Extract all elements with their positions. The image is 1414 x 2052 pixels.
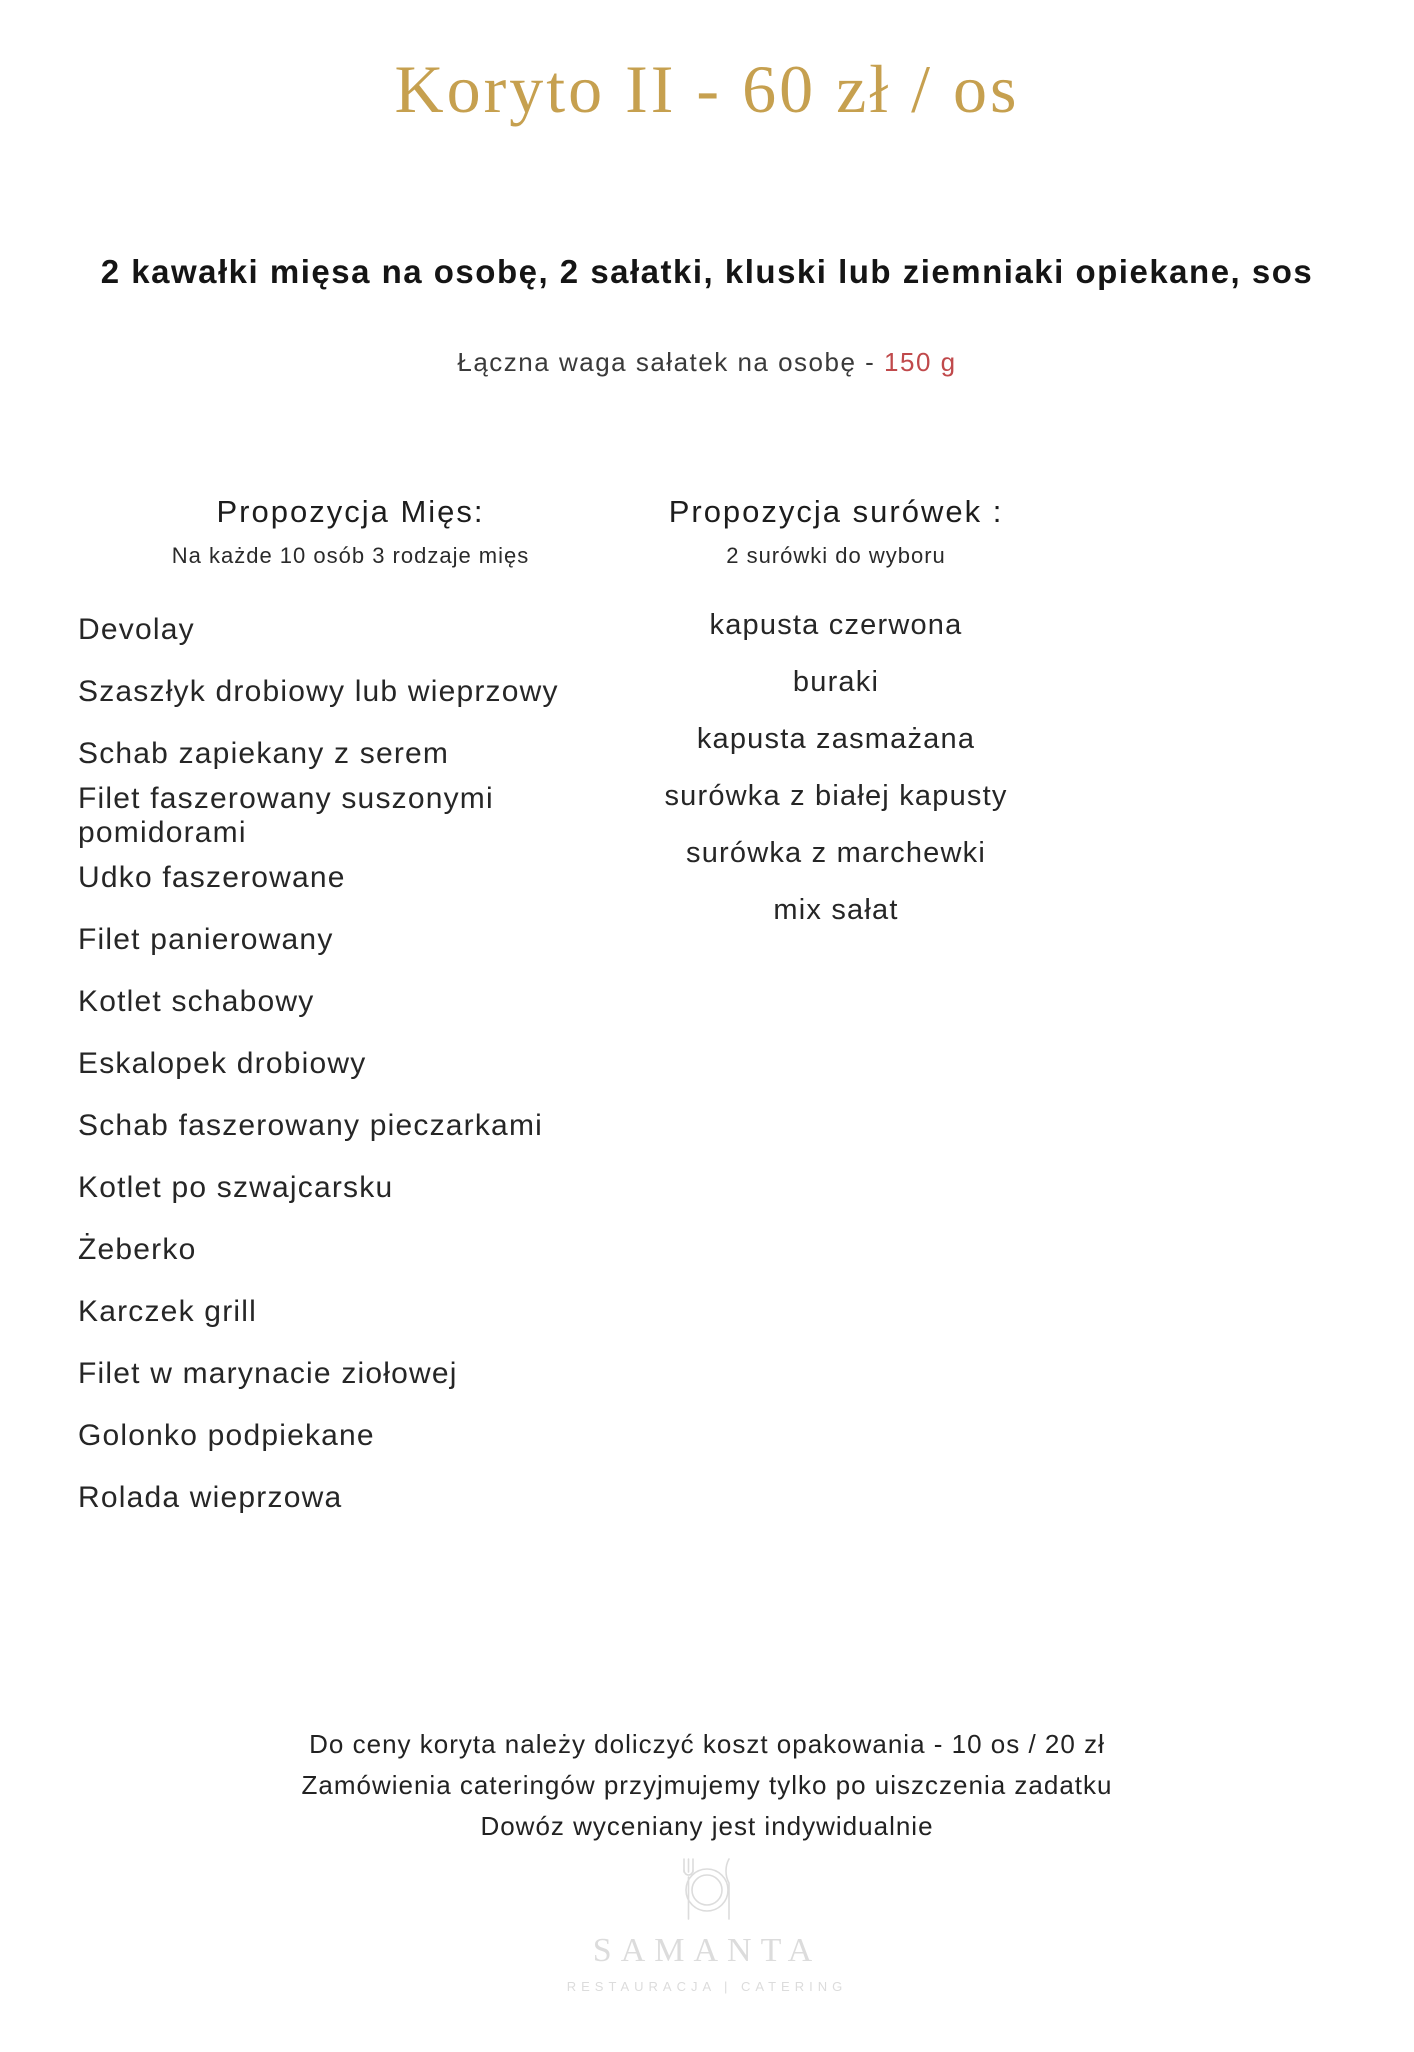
menu-columns: [0, 493, 1414, 1528]
logo-name: SAMANTA: [592, 1931, 822, 1969]
salads-column: [651, 493, 1021, 1528]
meat-item: Filet w marynacie ziołowej: [78, 1356, 458, 1390]
meat-item: Karczek grill: [78, 1294, 257, 1328]
salad-item: mix sałat: [773, 893, 899, 926]
footer-notes: [0, 1724, 1414, 1847]
meat-item: Szaszłyk drobiowy lub wieprzowy: [78, 674, 559, 708]
salad-item: surówka z marchewki: [686, 836, 986, 869]
meat-item: Schab faszerowany pieczarkami: [78, 1108, 543, 1142]
meats-list: [78, 599, 623, 1529]
restaurant-logo: [0, 1857, 1414, 1994]
meats-column: [78, 493, 623, 1528]
salads-subheader: 2 surówki do wyboru: [726, 542, 946, 568]
salad-weight-value: 150 g: [884, 347, 957, 378]
salad-weight-label: Łączna waga sałatek na osobę -: [457, 347, 885, 378]
salad-item: surówka z białej kapusty: [664, 779, 1008, 812]
meat-item: Żeberko: [78, 1232, 197, 1266]
meat-item: Rolada wieprzowa: [78, 1480, 343, 1514]
salad-item: kapusta czerwona: [709, 608, 963, 641]
salad-weight-note: [0, 347, 1414, 378]
meat-item: Devolay: [78, 612, 195, 646]
meat-item: Udko faszerowane: [78, 860, 346, 894]
plate-fork-knife-icon: [678, 1857, 736, 1926]
meat-item: Kotlet schabowy: [78, 984, 315, 1018]
salads-header: Propozycja surówek :: [668, 494, 1004, 530]
logo-tagline: RESTAURACJA | CATERING: [566, 1978, 848, 1994]
footer-note-deposit: Zamówienia cateringów przyjmujemy tylko po uiszczenia zadatku: [301, 1769, 1113, 1800]
footer-note-delivery: Dowóz wyceniany jest indywidualnie: [480, 1810, 934, 1841]
meat-item: Schab zapiekany z serem: [78, 736, 450, 770]
meat-item: Filet panierowany: [78, 922, 334, 956]
meat-item: Filet faszerowany suszonymi pomidorami: [78, 781, 494, 849]
page-title: Koryto II - 60 zł / os: [394, 51, 1020, 127]
meats-header: Propozycja Mięs:: [216, 494, 485, 530]
meats-subheader: Na każde 10 osób 3 rodzaje mięs: [171, 542, 530, 568]
menu-page: [0, 52, 1414, 2052]
meat-item: Eskalopek drobiowy: [78, 1046, 367, 1080]
salads-list: [651, 597, 1021, 939]
meat-item: Kotlet po szwajcarsku: [78, 1170, 394, 1204]
footer-note-packaging: Do ceny koryta należy doliczyć koszt opakowania - 10 os / 20 zł: [309, 1728, 1105, 1759]
salad-item: buraki: [792, 665, 880, 698]
salad-item: kapusta zasmażana: [696, 722, 976, 755]
meat-item: Golonko podpiekane: [78, 1418, 375, 1452]
package-description: 2 kawałki mięsa na osobę, 2 sałatki, kluski lub ziemniaki opiekane, sos: [100, 252, 1314, 290]
